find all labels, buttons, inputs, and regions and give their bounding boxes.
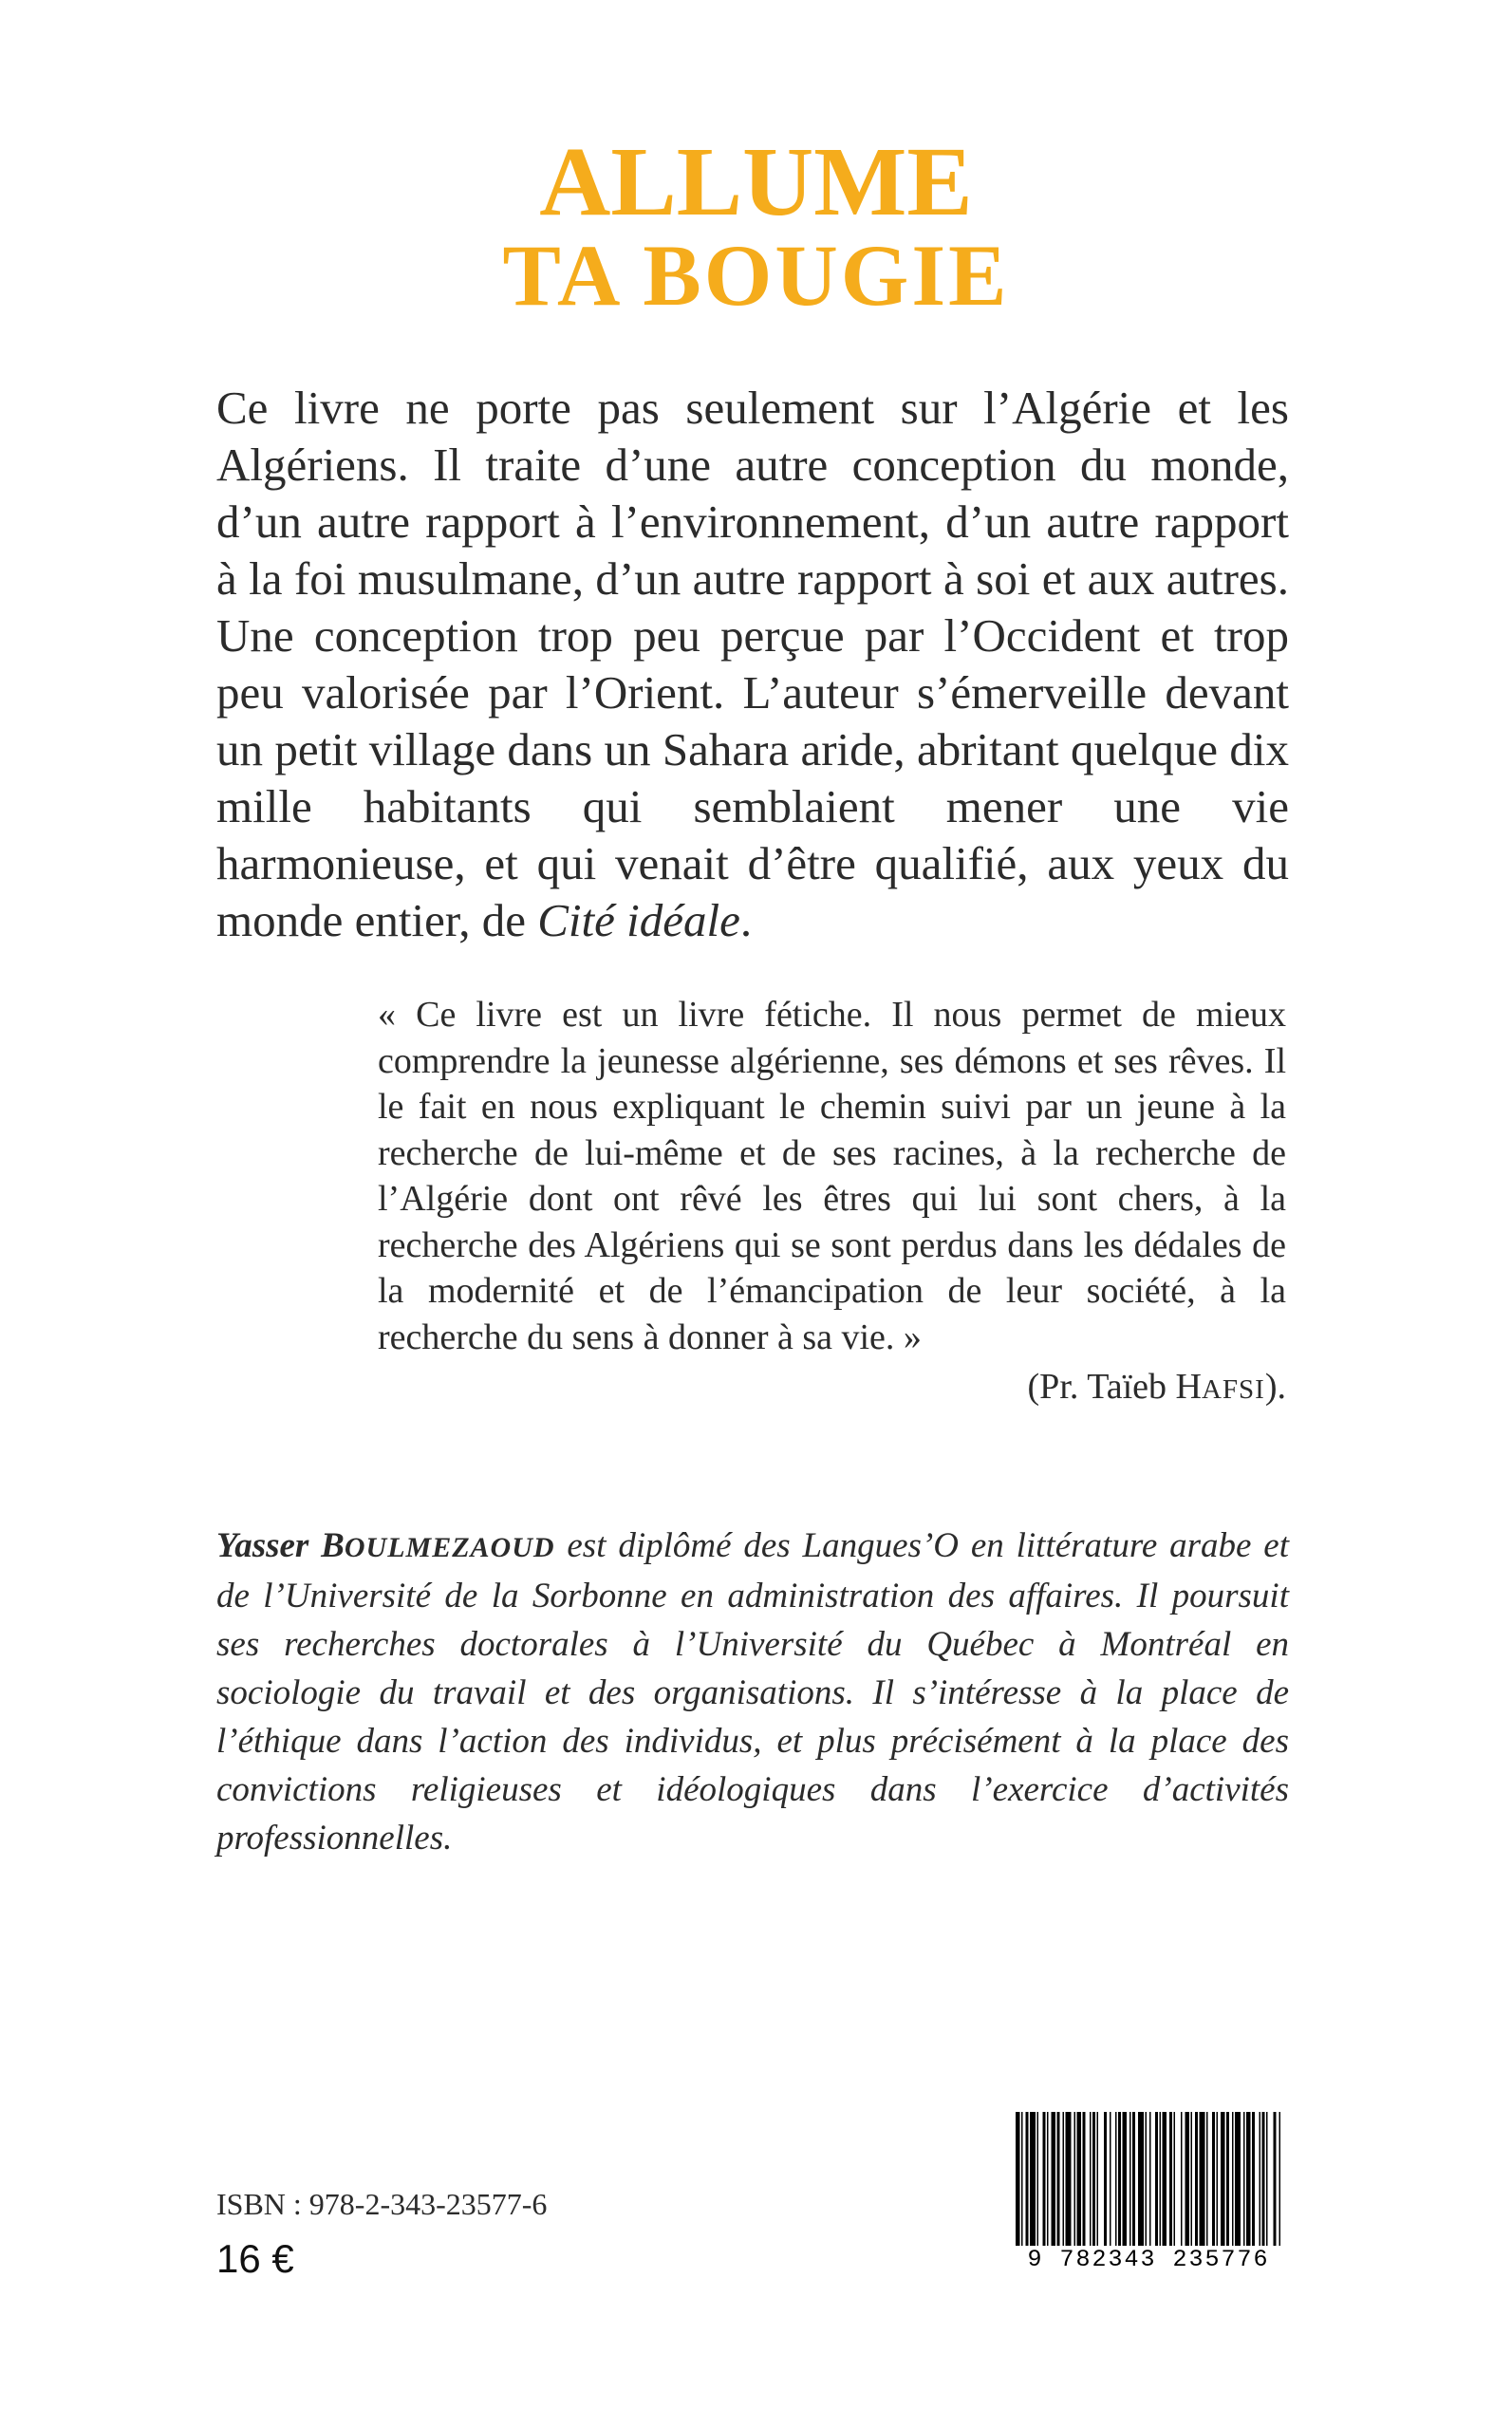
barcode-bar (1221, 2112, 1225, 2254)
barcode-bar (1115, 2112, 1117, 2254)
barcode-bar (1138, 2112, 1144, 2254)
barcode-bar (1195, 2112, 1198, 2254)
isbn-text: ISBN : 978-2-343-23577-6 (216, 2187, 548, 2221)
barcode-bar (1077, 2112, 1082, 2254)
barcode-bar (1155, 2112, 1158, 2254)
book-title-line-2: TA BOUGIE (502, 227, 1010, 324)
barcode-bar (1217, 2112, 1219, 2254)
barcode-bar (1185, 2112, 1190, 2254)
barcode-bar (1074, 2112, 1076, 2254)
barcode-bar (1063, 2112, 1065, 2254)
barcode-bar (1260, 2112, 1261, 2254)
barcode-bar (1026, 2112, 1029, 2254)
barcode-bar (1052, 2112, 1056, 2254)
barcode-bar (1174, 2112, 1176, 2254)
barcode-bar (1016, 2112, 1020, 2254)
barcode-bar (1092, 2112, 1095, 2254)
attribution-prefix: (Pr. Taïeb H (1027, 1367, 1202, 1407)
barcode-bar (1226, 2112, 1229, 2254)
barcode-bar (1200, 2112, 1205, 2254)
blurb-text: Ce livre ne porte pas seulement sur l’Algérie et les Algériens. Il traite d’une autre conception du monde, d’un autre rapport à l’environnement, d’un autre rapport à la foi musulmane, d’un autre rapport à soi et aux autres. Une conception trop peu perçue par l’Occident et trop peu valorisée par l’Orient. L’auteur s’émerveille devant un petit village dans un Sahara aride, abritant quelque dix mille habitants qui semblaient mener une vie harmonieuse, et qui venait d’être qualifié, aux yeux du monde entier, de (216, 382, 1289, 946)
author-first: Yasser B (216, 1526, 345, 1565)
bio-text: est diplômé des Langues’O en littérature arabe et de l’Université de la Sorbonne en administration des affaires. Il poursuit ses recherches doctorales à l’Université du Québec à Montréal en sociologie du travail et des organisations. Il s’intéresse à la place de l’éthique dans l’action des individus, et plus précisément à la place des convictions religieuses et idéologiques dans l’exercice d’activités professionnelles. (216, 1526, 1289, 1858)
barcode-bar (1246, 2112, 1251, 2254)
barcode-bar (1097, 2112, 1099, 2254)
barcode-bar (1021, 2112, 1023, 2254)
barcode-bar (1047, 2112, 1049, 2254)
barcode-bar (1129, 2112, 1131, 2254)
endorsement-quote: « Ce livre est un livre fétiche. Il nous permet de mieux comprendre la jeunesse algérienne, ses démons et ses rêves. Il le fait en nous expliquant le chemin suivi par un jeune à la recherche de lui-même et de ses racines, à la recherche de l’Algérie dont ont rêvé les êtres qui lui sont chers, à la recherche des Algériens qui se sont perdus dans les dédales de la modernité et de l’émancipation de leur société, à la recherche du sens à donner à sa vie. » (378, 995, 1286, 1357)
author-smallcaps: OULMEZAOUD (344, 1532, 555, 1563)
barcode-bar (1266, 2112, 1268, 2254)
barcode-bar (1118, 2112, 1121, 2254)
barcode-bar (1212, 2112, 1215, 2254)
barcode-bar (1163, 2112, 1167, 2254)
book-title-line-1: ALLUME (539, 127, 973, 236)
barcode-bar (1037, 2112, 1039, 2254)
barcode-bar (1057, 2112, 1060, 2254)
barcode-bar (1181, 2112, 1183, 2254)
barcode-bar (1066, 2112, 1072, 2254)
barcode-bar (1160, 2112, 1162, 2254)
barcode-bar (1169, 2112, 1172, 2254)
barcode-bar (1232, 2112, 1234, 2254)
attribution-suffix: ). (1264, 1367, 1286, 1407)
blurb-paragraph (216, 380, 1289, 949)
quote-attribution (378, 1364, 1286, 1412)
barcode-bar (1279, 2112, 1281, 2254)
blurb-end: . (739, 894, 753, 946)
barcode-bar (1083, 2112, 1086, 2254)
barcode-bar (1110, 2112, 1111, 2254)
author-name (216, 1526, 555, 1565)
barcode-bar (1043, 2112, 1046, 2254)
barcode-bar (1104, 2112, 1107, 2254)
barcode-bar (1235, 2112, 1241, 2254)
barcode-bar (1123, 2112, 1128, 2254)
barcode-bar (1132, 2112, 1135, 2254)
barcode-bar (1274, 2112, 1277, 2254)
blurb-emphasis: Cité idéale (537, 894, 740, 946)
barcode-bar (1252, 2112, 1255, 2254)
attribution-smallcaps: AFSI (1201, 1374, 1265, 1405)
barcode-bar (1030, 2112, 1036, 2254)
barcode-bar (1191, 2112, 1193, 2254)
price-text: 16 € (216, 2236, 294, 2281)
barcode-bar (1243, 2112, 1245, 2254)
barcode-bar (1206, 2112, 1208, 2254)
author-bio (216, 1522, 1289, 1862)
barcode-bar (1149, 2112, 1151, 2254)
barcode-bar (1146, 2112, 1148, 2254)
barcode-bar (1262, 2112, 1265, 2254)
barcode-digits: 9 782343 235776 (1008, 2246, 1289, 2273)
barcode-bar (1090, 2112, 1092, 2254)
